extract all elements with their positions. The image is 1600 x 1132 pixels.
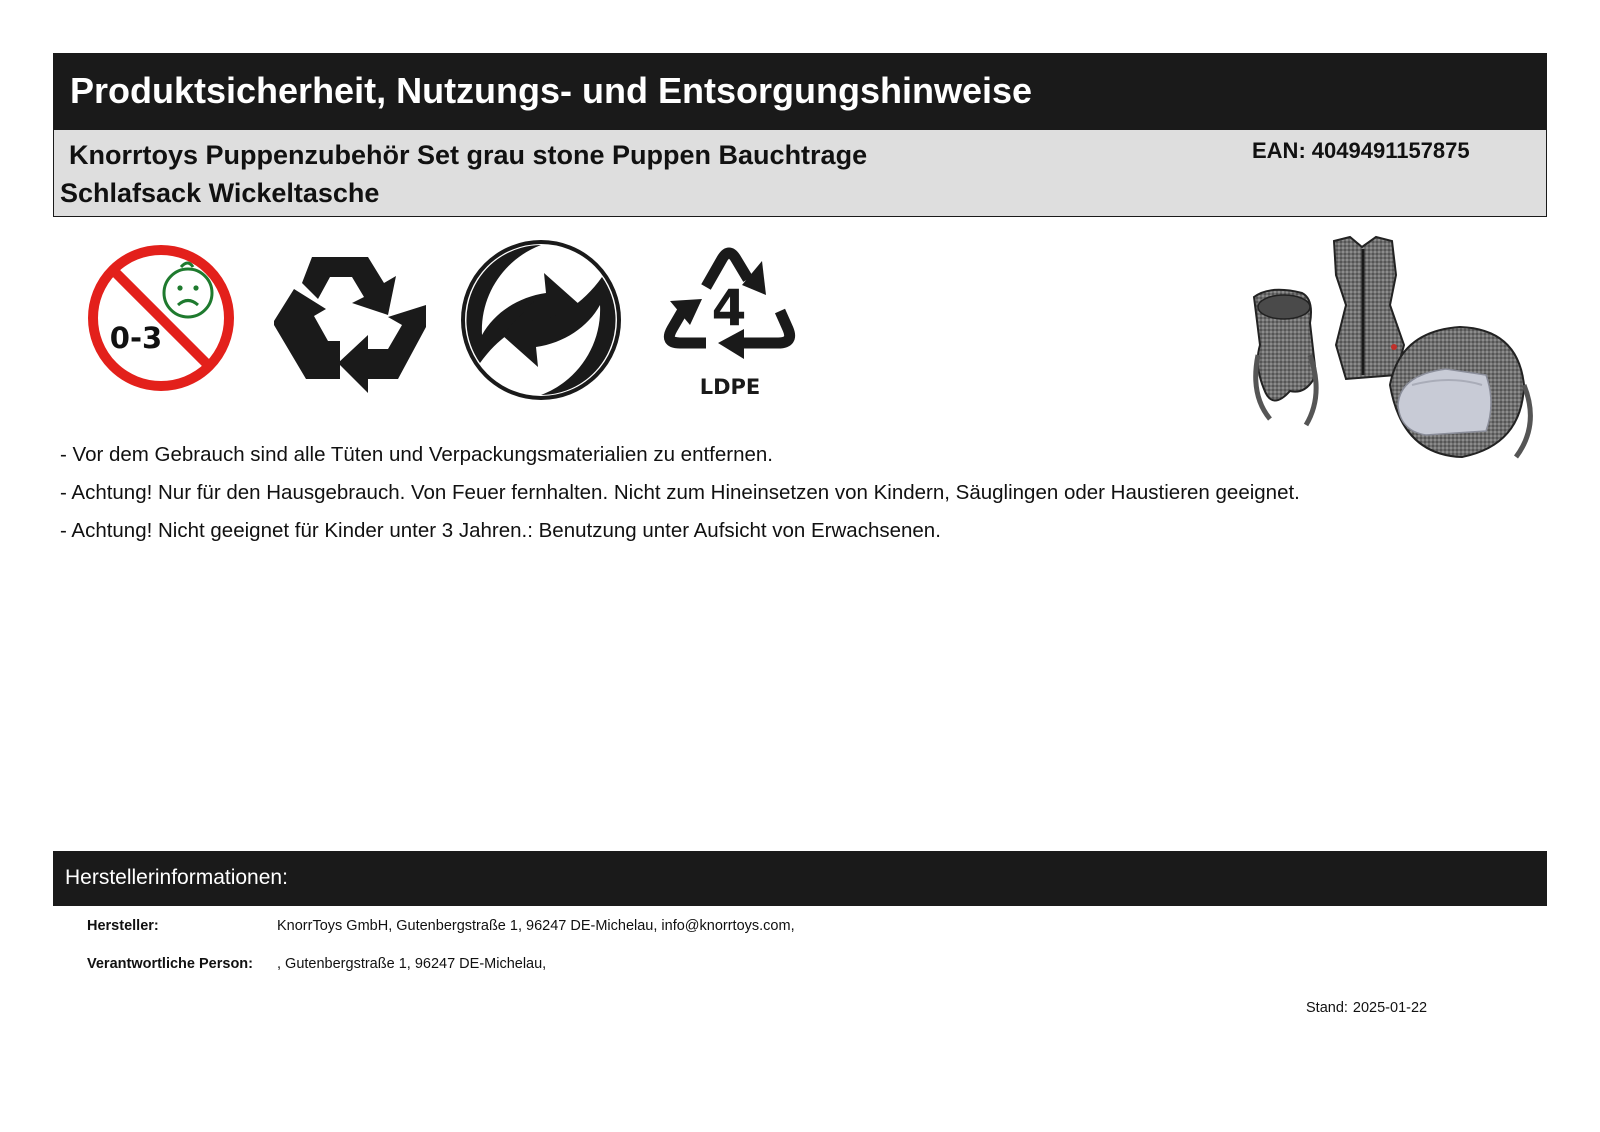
safety-note: - Vor dem Gebrauch sind alle Tüten und Verpackungsmaterialien zu entfernen. [60, 443, 773, 466]
ldpe-label: LDPE [699, 375, 761, 399]
product-name [60, 136, 960, 212]
product-name-line1: Knorrtoys Puppenzubehör Set grau stone Puppen Bauchtrage [69, 140, 868, 170]
stand-label: Stand: [1306, 1000, 1348, 1016]
manufacturer-header-bar [53, 851, 1547, 906]
ean [1252, 136, 1470, 166]
safety-note: - Achtung! Nicht geeignet für Kinder unter 3 Jahren.: Benutzung unter Aufsicht von Erwachsenen. [60, 519, 941, 542]
manufacturer-row [87, 916, 795, 936]
green-dot-icon [460, 239, 622, 401]
ean-label: EAN: [1252, 138, 1306, 163]
recycling-icon [272, 243, 428, 395]
resin-code-number: 4 [711, 279, 747, 337]
responsible-person-label: Verantwortliche Person: [87, 956, 253, 972]
responsible-person-value: , Gutenbergstraße 1, 96247 DE-Michelau, [277, 956, 547, 972]
age-range-label: 0-3 [109, 321, 163, 355]
title-bar [53, 53, 1547, 130]
ean-value: 4049491157875 [1311, 138, 1470, 163]
stand-date [1306, 998, 1427, 1018]
safety-note: - Achtung! Nur für den Hausgebrauch. Von Feuer fernhalten. Nicht zum Hineinsetzen von Kindern, Säuglingen oder Haustieren geeignet. [60, 481, 1300, 504]
manufacturer-value: KnorrToys GmbH, Gutenbergstraße 1, 96247 DE-Michelau, info@knorrtoys.com, [277, 918, 795, 934]
product-bar [53, 130, 1547, 217]
manufacturer-heading: Herstellerinformationen: [65, 866, 288, 889]
page-title: Produktsicherheit, Nutzungs- und Entsorgungshinweise [70, 70, 1033, 111]
ldpe-resin-code-icon [662, 239, 796, 369]
safety-notes [60, 436, 1540, 550]
not-suitable-under-3-icon [84, 241, 238, 395]
stand-value: 2025-01-22 [1352, 1000, 1428, 1016]
product-name-line2: Schlafsack Wickeltasche [60, 178, 380, 208]
responsible-person-row [87, 954, 546, 974]
manufacturer-label: Hersteller: [87, 918, 159, 934]
